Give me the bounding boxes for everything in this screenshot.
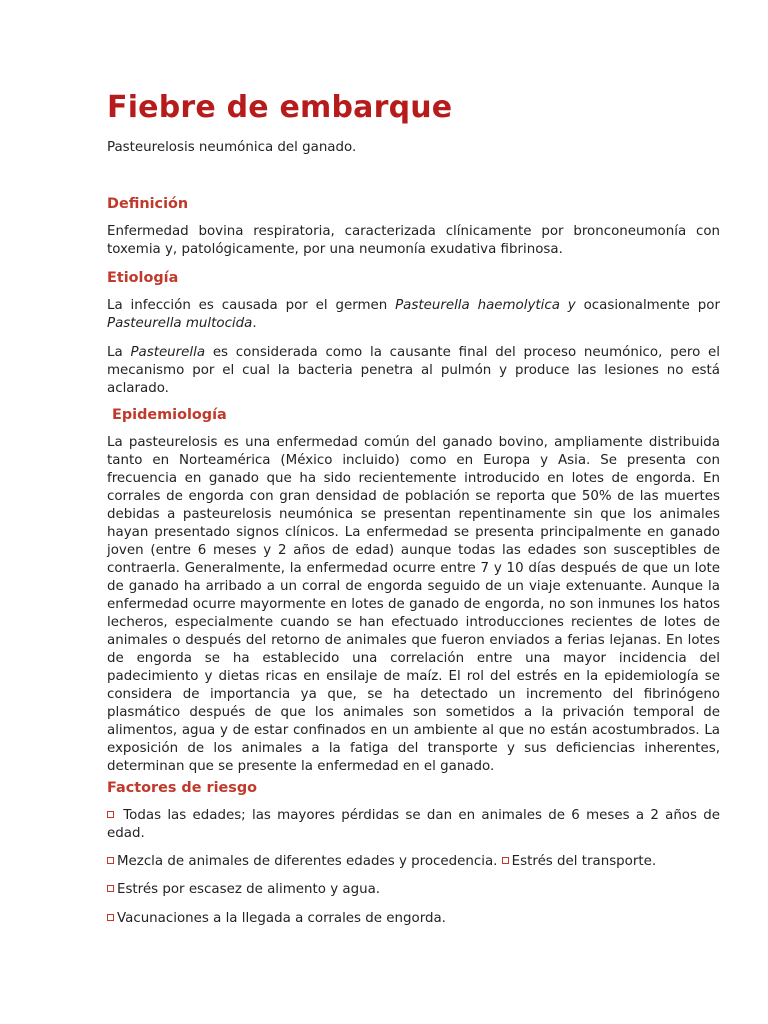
- document-subtitle: Pasteurelosis neumónica del ganado.: [107, 140, 357, 155]
- bullet-square-icon: [502, 857, 509, 864]
- list-item: [107, 881, 720, 899]
- list-item: [107, 853, 720, 871]
- text-run: La infección es causada por el germen: [107, 298, 396, 313]
- bullet-square-icon: [107, 857, 114, 864]
- species-name: Pasteurella haemolytica y: [395, 298, 576, 313]
- text-run: .: [252, 316, 257, 331]
- list-item-text: Mezcla de animales de diferentes edades y procedencia.: [117, 854, 502, 869]
- list-item-text: Todas las edades; las mayores pérdidas se dan en animales de 6 meses a 2 años de edad.: [107, 808, 720, 841]
- list-item: [107, 807, 720, 843]
- heading-epidemiologia: Epidemiología: [107, 407, 227, 423]
- bullet-square-icon: [107, 811, 114, 818]
- list-item-text: Estrés del transporte.: [511, 854, 657, 869]
- heading-etiologia: Etiología: [107, 270, 179, 286]
- heading-factores: Factores de riesgo: [107, 780, 258, 796]
- text-run: es considerada como la causante final del proceso neumónico, pero el mecanismo por el cual la bacteria penetra al pulmón y produce las lesiones no está aclarado.: [107, 345, 720, 396]
- paragraph-etiologia-1: [107, 297, 720, 333]
- list-item-text: Vacunaciones a la llegada a corrales de engorda.: [117, 911, 446, 926]
- document-title: Fiebre de embarque: [107, 90, 453, 125]
- list-item-text: Estrés por escasez de alimento y agua.: [117, 882, 381, 897]
- bullet-square-icon: [107, 885, 114, 892]
- species-name: Pasteurella multocida: [107, 316, 253, 331]
- text-run: ocasionalmente por: [575, 298, 720, 313]
- text-run: La: [107, 345, 131, 360]
- list-item: [107, 910, 720, 928]
- paragraph-etiologia-2: [107, 344, 720, 398]
- paragraph-definicion: Enfermedad bovina respiratoria, caracterizada clínicamente por bronconeumonía con toxemia y, patológicamente, por una neumonía exudativa fibrinosa.: [107, 224, 720, 257]
- paragraph-epidemiologia: La pasteurelosis es una enfermedad común del ganado bovino, ampliamente distribuida tanto en Norteamérica (México incluido) como en Europa y Asia. Se presenta con frecuencia en ganado que ha sido recientemente introducido en lotes de engorda. En corrales de engorda con gran densidad de población se reporta que 50% de las muertes debidas a pasteurelosis neumónica se presentan repentinamente sin que los animales hayan presentado signos clínicos. La enfermedad se presenta principalmente en ganado joven (entre 6 meses y 2 años de edad) aunque todas las edades son susceptibles de contraerla. Generalmente, la enfermedad ocurre entre 7 y 10 días después de que un lote de ganado ha arribado a un corral de engorda seguido de un viaje extenuante. Aunque la enfermedad ocurre mayormente en lotes de ganado de engorda, no son inmunes los hatos lecheros, especialmente cuando se han efectuado introducciones recientes de lotes de animales o después del retorno de animales que fueron enviados a ferias lejanas. En lotes de engorda se ha establecido una correlación entre una mayor incidencia del padecimiento y dietas ricas en ensilaje de maíz. El rol del estrés en la epidemiología se considera de importancia ya que, se ha detectado un incremento del fibrinógeno plasmático después de que los animales son sometidos a la privación temporal de alimentos, agua y de estar confinados en un ambiente al que no están acostumbrados. La exposición de los animales a la fatiga del transporte y sus deficiencias inherentes, determinan que se presente la enfermedad en el ganado.: [107, 435, 720, 774]
- species-name: Pasteurella: [130, 345, 206, 360]
- heading-definicion: Definición: [107, 196, 189, 212]
- bullet-square-icon: [107, 914, 114, 921]
